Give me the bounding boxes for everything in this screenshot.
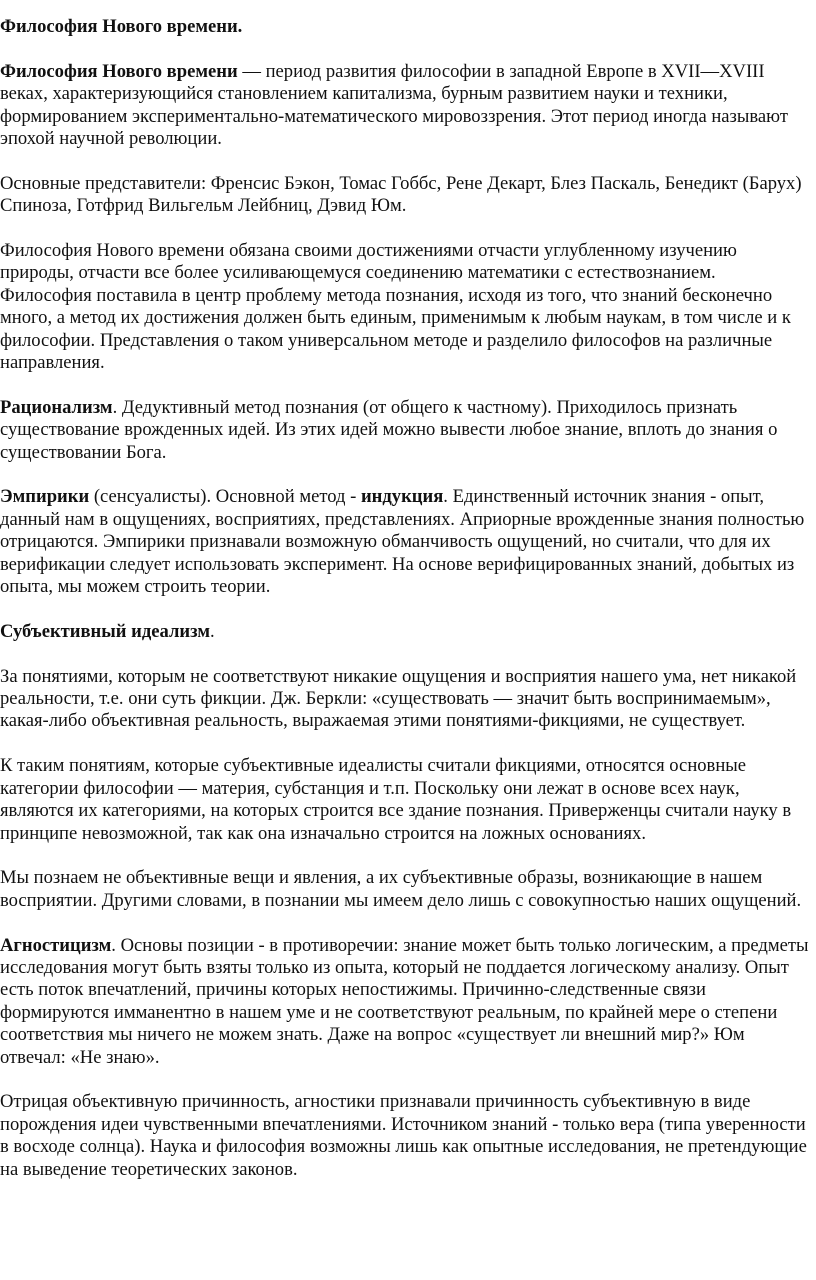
- intro-term: Философия Нового времени: [0, 60, 238, 82]
- empiricism-text-b: . Единственный источник знания - опыт, данный нам в ощущениях, восприятиях, представлениях. Априорные врожденные знания полностью отрицаются. Эмпирики признавали возможную обманчивость ощущений, но считали, что для их верификации следует использовать эксперимент. На основе верифицированных знаний, добытых из опыта, мы можем строить теории.: [0, 486, 805, 598]
- empiricism-text-a: (сенсуалисты). Основной метод -: [89, 486, 361, 508]
- empiricism-term: Эмпирики: [0, 486, 90, 508]
- rationalism-paragraph: [0, 397, 812, 464]
- subjective-idealism-term: Субъективный идеализм: [0, 620, 210, 642]
- rationalism-text: . Дедуктивный метод познания (от общего к частному). Приходилось признать существование врожденных идей. Из этих идей можно вывести любое знание, вплоть до знания о существовании Бога.: [0, 396, 778, 463]
- subjective-idealism-suffix: .: [210, 620, 215, 642]
- subjective-idealism-paragraph-2: К таким понятиям, которые субъективные идеалисты считали фикциями, относятся основные категории философии — материя, субстанция и т.п. Поскольку они лежат в основе всех наук, являются их категориями, на которых строится все здание познания. Приверженцы считали науку в принципе невозможной, так как она изначально строится на ложных основаниях.: [0, 755, 792, 844]
- method-paragraph: Философия Нового времени обязана своими достижениями отчасти углубленному изучению природы, отчасти все более усиливающемуся соединению математики с естествознанием. Философия поставила в центр проблему метода познания, исходя из того, что знаний бесконечно много, а метод их достижения должен быть единым, применимым к любым наукам, в том числе и к философии. Представления о таком универсальном методе и разделило философов на различные направления.: [0, 240, 791, 374]
- subjective-idealism-heading: [0, 621, 812, 643]
- intro-text: — период развития философии в западной Европе в XVII—XVIII веках, характеризующийся становлением капитализма, бурным развитием науки и техники, формированием экспериментально-математического мировоззрения. Этот период иногда называют эпохой научной революции.: [0, 60, 788, 150]
- representatives-paragraph: Основные представители: Френсис Бэкон, Томас Гоббс, Рене Декарт, Блез Паскаль, Бенедикт (Барух) Спиноза, Готфрид Вильгельм Лейбниц, Дэвид Юм.: [0, 172, 802, 217]
- empiricism-paragraph: [0, 486, 812, 598]
- agnosticism-text: . Основы позиции - в противоречии: знание может быть только логическим, а предметы исследования могут быть взяты только из опыта, который не поддается логическому анализу. Опыт есть поток впечатлений, причины которых непостижимы. Причинно-следственные связи формируются имманентно в нашем уме и не соответствуют реальным, по крайней мере о степени соответствия мы ничего не можем знать. Даже на вопрос «существует ли внешний мир?» Юм отвечал: «Не знаю».: [0, 934, 809, 1068]
- rationalism-term: Рационализм: [0, 396, 113, 418]
- agnosticism-paragraph: [0, 935, 812, 1069]
- document-title: Философия Нового времени.: [0, 16, 243, 37]
- agnosticism-paragraph-2: Отрицая объективную причинность, агностики признавали причинность субъективную в виде порождения идеи чувственными впечатлениями. Источником знаний - только вера (типа уверенности в восходе солнца). Наука и философия возможны лишь как опытные исследования, не претендующие на выведение теоретических законов.: [0, 1091, 807, 1180]
- induction-term: индукция: [360, 486, 444, 508]
- subjective-idealism-paragraph-3: Мы познаем не объективные вещи и явления, а их субъективные образы, возникающие в нашем восприятии. Другими словами, в познании мы имеем дело лишь с совокупностью наших ощущений.: [0, 867, 802, 911]
- agnosticism-term: Агностицизм: [0, 934, 112, 956]
- intro-paragraph: [0, 61, 812, 151]
- subjective-idealism-paragraph-1: За понятиями, которым не соответствуют никакие ощущения и восприятия нашего ума, нет никакой реальности, т.е. они суть фикции. Дж. Беркли: «существовать — значит быть воспринимаемым», какая-либо объективная реальность, выражаемая этими понятиями-фикциями, не существует.: [0, 665, 797, 732]
- document-body: [0, 16, 812, 1203]
